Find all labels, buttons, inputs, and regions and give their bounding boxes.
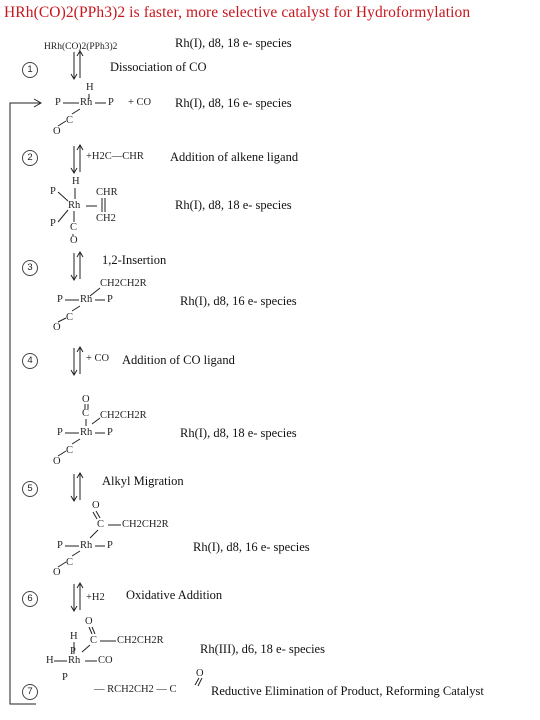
s3-ch2ch2r: CH2CH2R [100, 278, 147, 289]
product-o: O [196, 668, 204, 679]
step-number-4: 4 [22, 353, 38, 369]
s4-c: C [66, 445, 74, 456]
reagent-alkene: +H2C—CHR [86, 151, 144, 162]
s6-p-bottom: P [62, 672, 68, 683]
page-title: HRh(CO)2(PPh3)2 is faster, more selective catalyst for Hydroformylation [4, 4, 471, 21]
step-number-2: 2 [22, 150, 38, 166]
s6-p-top: P [70, 646, 76, 657]
s2-p-bottom: P [50, 218, 56, 229]
s1-h: H [86, 82, 94, 93]
s6-ch2ch2r: CH2CH2R [117, 635, 164, 646]
s3-p-left: P [57, 294, 63, 305]
species-note-7: Rh(III), d6, 18 e- species [200, 642, 325, 656]
species-note-1: Rh(I), d8, 18 e- species [175, 36, 292, 50]
s4-o-top: O [82, 394, 90, 405]
s4-p-left: P [57, 427, 63, 438]
step-label-3: 1,2-Insertion [102, 253, 167, 267]
s2-rh: Rh [68, 200, 81, 211]
step-number-1: 1 [22, 62, 38, 78]
s2-o: O [70, 235, 78, 246]
s4-o: O [53, 456, 61, 467]
s6-h-top: H [70, 631, 78, 642]
s5-p-right: P [107, 540, 113, 551]
s1-rh: Rh [80, 97, 93, 108]
s2-ch2: CH2 [96, 213, 116, 224]
s1-p-left: P [55, 97, 61, 108]
s2-chr: CHR [96, 187, 118, 198]
product-aldehyde: — RCH2CH2 — C [94, 684, 177, 695]
species-note-3: Rh(I), d8, 18 e- species [175, 198, 292, 212]
s3-rh: Rh [80, 294, 93, 305]
s6-o-top: O [85, 616, 93, 627]
step-label-5: Alkyl Migration [102, 474, 184, 488]
s3-p-right: P [107, 294, 113, 305]
step-number-5: 5 [22, 481, 38, 497]
equilibrium-arrow-5 [71, 473, 83, 501]
step-number-7: 7 [22, 684, 38, 700]
species-note-6: Rh(I), d8, 16 e- species [193, 540, 310, 554]
s1-plus-co: + CO [128, 97, 152, 108]
step-number-6: 6 [22, 591, 38, 607]
equilibrium-arrow-2 [71, 145, 83, 173]
s6-rh: Rh [68, 655, 81, 666]
s4-c-top: C [82, 408, 90, 419]
species-note-5: Rh(I), d8, 18 e- species [180, 426, 297, 440]
species-note-2: Rh(I), d8, 16 e- species [175, 96, 292, 110]
s1-p-right: P [108, 97, 114, 108]
species-note-4: Rh(I), d8, 16 e- species [180, 294, 297, 308]
equilibrium-arrow-6 [71, 583, 83, 611]
s4-ch2ch2r: CH2CH2R [100, 410, 147, 421]
equilibrium-arrow-1 [71, 51, 83, 79]
s5-rh: Rh [80, 540, 93, 551]
s6-h-left: H [46, 655, 54, 666]
equilibrium-arrow-4 [71, 347, 83, 375]
s3-o: O [53, 322, 61, 333]
complex-start: HRh(CO)2(PPh3)2 [44, 42, 118, 52]
s5-c: C [66, 557, 74, 568]
s5-o-top: O [92, 500, 100, 511]
s1-c: C [66, 115, 74, 126]
s6-co: CO [98, 655, 113, 666]
s5-ch2ch2r: CH2CH2R [122, 519, 169, 530]
s5-p-left: P [57, 540, 63, 551]
step-number-3: 3 [22, 260, 38, 276]
s3-c: C [66, 312, 74, 323]
step-label-2: Addition of alkene ligand [170, 150, 299, 164]
s6-c-acyl: C [90, 635, 98, 646]
step-label-7: Reductive Elimination of Product, Reforming Catalyst [211, 684, 484, 698]
s5-o: O [53, 567, 61, 578]
s4-rh: Rh [80, 427, 93, 438]
cycle-return-arrow [10, 99, 41, 704]
step-label-6: Oxidative Addition [126, 588, 223, 602]
s2-h: H [72, 176, 80, 187]
reagent-h2: +H2 [86, 592, 105, 603]
equilibrium-arrow-3 [71, 252, 83, 280]
s1-o: O [53, 126, 61, 137]
step-label-1: Dissociation of CO [110, 60, 207, 74]
step-label-4: Addition of CO ligand [122, 353, 235, 367]
s5-c-acyl: C [97, 519, 105, 530]
s2-c: C [70, 222, 78, 233]
s4-p-right: P [107, 427, 113, 438]
reagent-co: + CO [86, 353, 110, 364]
s2-p-top: P [50, 186, 56, 197]
